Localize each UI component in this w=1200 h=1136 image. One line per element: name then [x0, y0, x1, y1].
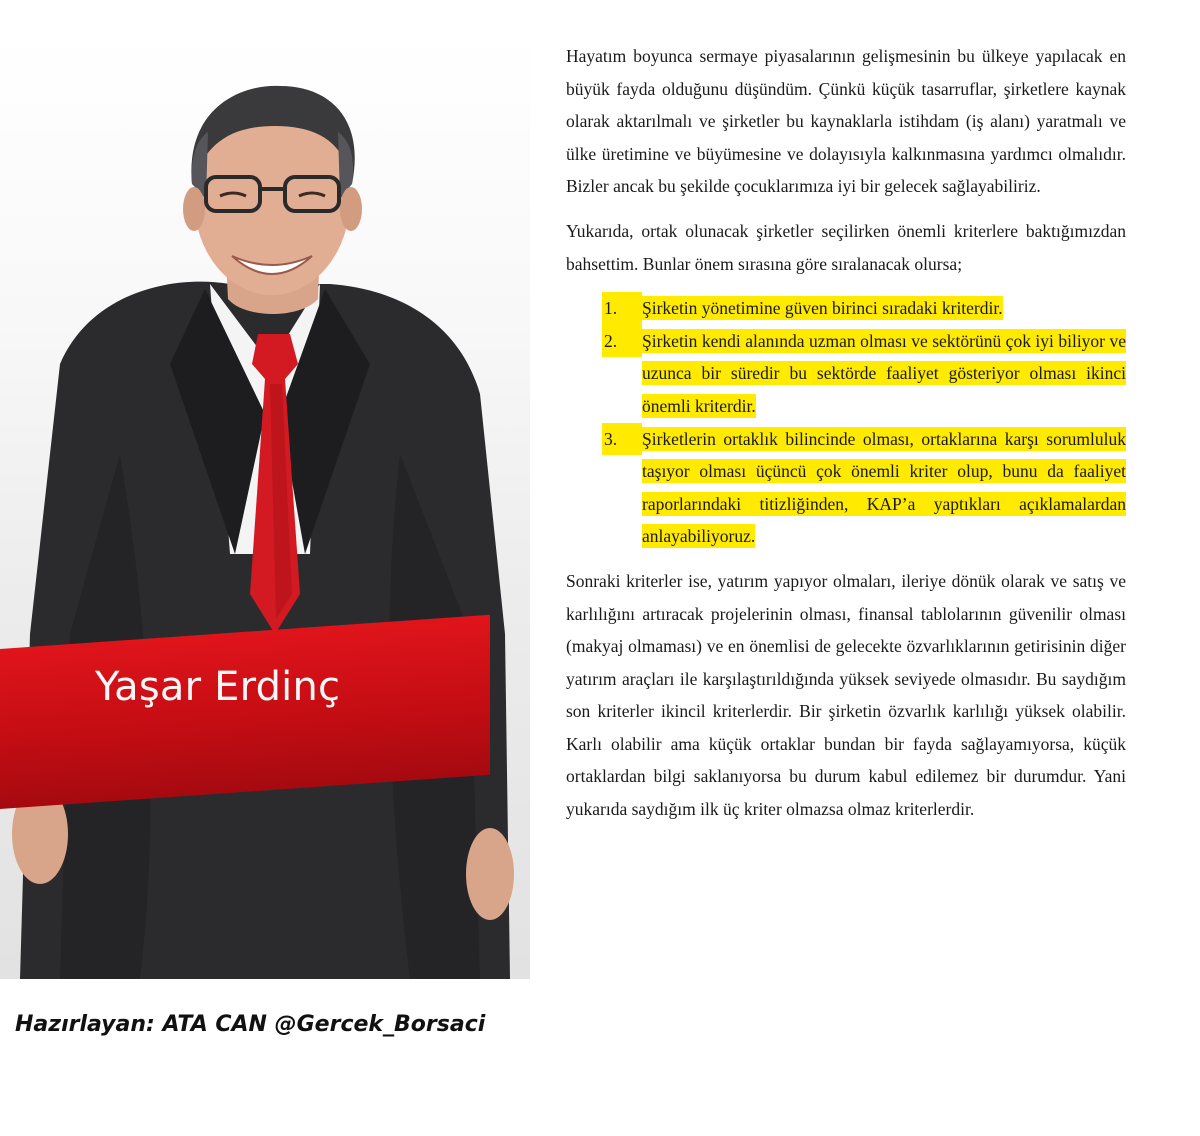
criteria-list [566, 292, 1126, 553]
criterion-text: Şirketin yönetimine güven birinci sıradaki kriterdir. [642, 298, 1003, 319]
list-item [602, 292, 1126, 325]
portrait-photo [0, 34, 530, 979]
credit-line: Hazırlayan: ATA CAN @Gercek_Borsaci [15, 1012, 486, 1037]
list-number: 2. [602, 325, 642, 358]
list-item [602, 423, 1126, 553]
name-banner [0, 615, 490, 809]
criterion-text: Şirketlerin ortaklık bilincinde olması, ortaklarına karşı sorumluluk taşıyor olması üçüncü çok önemli kriter olup, bunu da faaliyet raporlarındaki titizliğinden, KAP’a yaptıkları açıklamalardan anlayabiliyoruz. [642, 428, 1126, 547]
paragraph-secondary-criteria: Sonraki kriterler ise, yatırım yapıyor olmaları, ileriye dönük olarak ve satış ve karlılığını artıracak projelerinin olması, finansal tablolarının güvenilir olması (makyaj olmaması) ve en önemlisi de gelecekte özvarlıklarının getirisinin diğer yatırım araçları ile karşılaştırıldığında yüksek seviyede olmasıdır. Bu saydığım son kriterler ikincil kriterlerdir. Bir şirketin özvarlık karlılığı yüksek olabilir. Karlı olabilir ama küçük ortaklar bundan bir fayda sağlayamıyorsa, küçük ortaklardan bilgi saklanıyorsa bu durum kabul edilemez bir durumdur. Yani yukarıda saydığım ilk üç kriter olmazsa olmaz kriterlerdir. [566, 570, 1126, 820]
paragraph-criteria-lead: Yukarıda, ortak olunacak şirketler seçilirken önemli kriterlere baktığımızdan bahsettim. Bunlar önem sırasına göre sıralanacak olursa; [566, 220, 1126, 274]
speaker-name: Yaşar Erdinç [95, 664, 341, 710]
article-body [566, 40, 1126, 826]
portrait-illustration [0, 34, 530, 979]
list-number: 1. [602, 292, 642, 325]
criterion-text: Şirketin kendi alanında uzman olması ve sektörünü çok iyi biliyor ve uzunca bir süredir bu sektörde faaliyet gösteriyor olması ikinci önemli kriterdir. [642, 330, 1126, 416]
paragraph-intro: Hayatım boyunca sermaye piyasalarının gelişmesinin bu ülkeye yapılacak en büyük fayda olduğunu düşündüm. Çünkü küçük tasarruflar, şirketlere kaynak olarak aktarılmalı ve şirketler bu kaynaklarla istihdam (iş alanı) yaratmalı ve ülke üretimine ve büyümesine ve dolayısıyla kalkınmasına yardımcı olmalıdır. Bizler ancak bu şekilde çocuklarımıza iyi bir gelecek sağlayabiliriz. [566, 46, 1126, 197]
list-item [602, 325, 1126, 423]
list-number: 3. [602, 423, 642, 456]
